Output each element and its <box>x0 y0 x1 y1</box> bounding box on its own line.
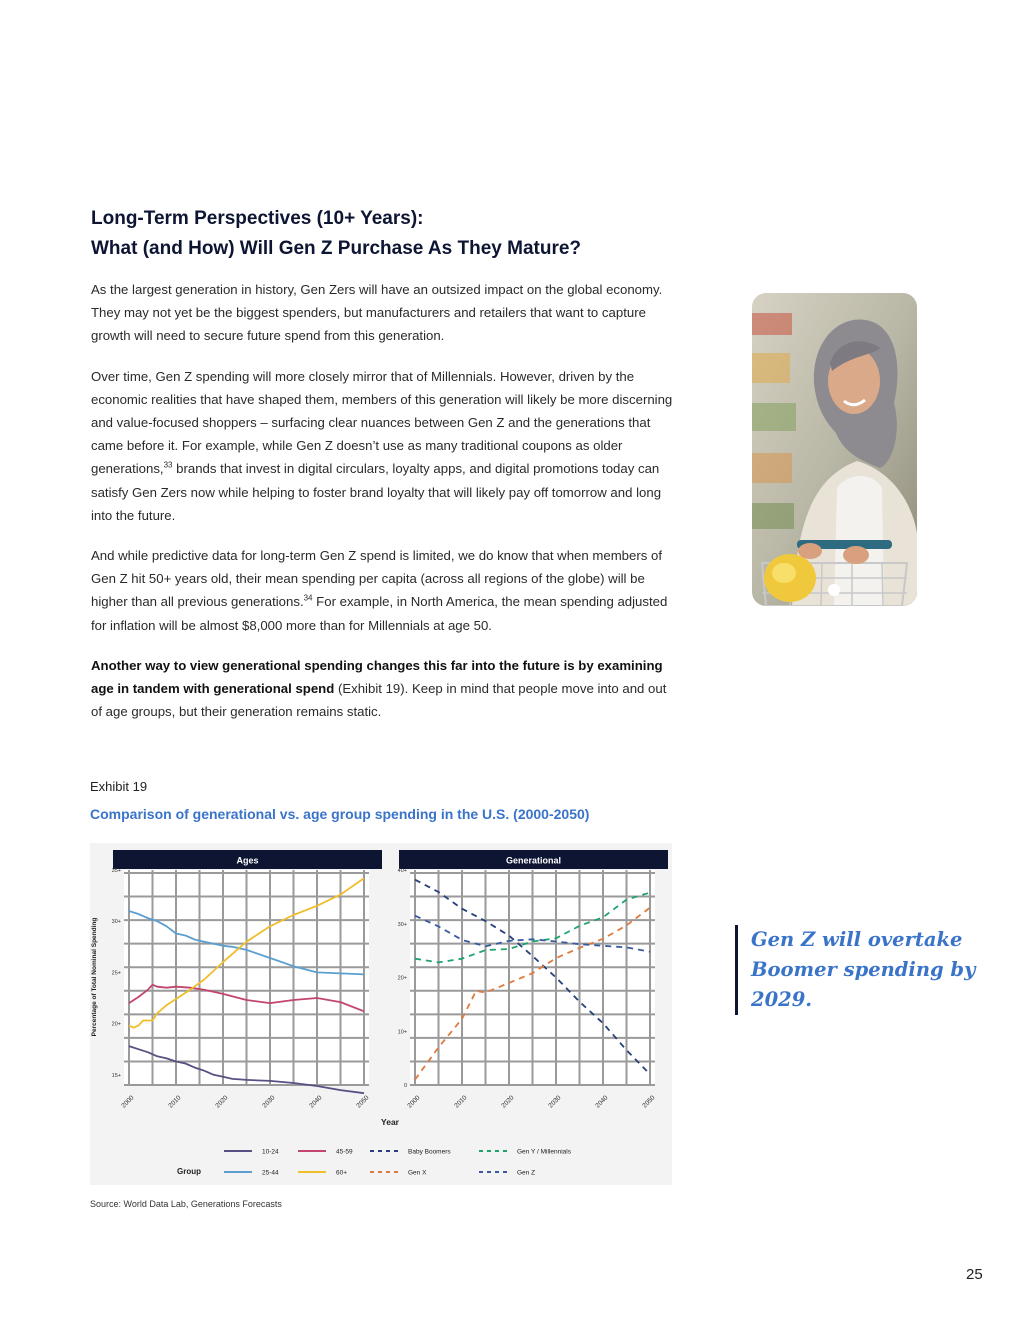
legend-label-45-59: 45-59 <box>336 1148 353 1156</box>
paragraph-1: As the largest generation in history, Gen Zers will have an outsized impact on the global economy. They may not yet be the biggest spenders, but manufacturers and retailers that want to capture growth will need to secure future spend from this generation. <box>91 282 663 344</box>
ages-y-tick: 30+ <box>111 919 121 926</box>
legend-label-baby-boomers: Baby Boomers <box>408 1148 451 1156</box>
legend-label-gen-y-millennials: Gen Y / Millennials <box>517 1148 571 1156</box>
paragraph-2-part-a: Over time, Gen Z spending will more closely mirror that of Millennials. However, driven by the economic realities that have shaped them, members of this generation will likely be more discerning and value-focused shoppers – surfacing clear nuances between Gen Z and the generations that came before it. For example, while Gen Z doesn’t use as many traditional coupons as older generations, <box>91 368 673 477</box>
article-body <box>91 278 673 740</box>
generational-x-tick: 2020 <box>500 1094 516 1110</box>
exhibit-label: Exhibit 19 <box>90 779 148 794</box>
generational-y-tick: 20+ <box>397 975 407 982</box>
generational-panel-title: Generational <box>505 855 562 866</box>
ages-x-tick: 2000 <box>120 1094 136 1110</box>
x-axis-label: Year <box>381 1117 399 1127</box>
paragraph-4-bold: Another way to view generational spending changes this far into the future is by examining age in tandem with generational spend <box>91 657 663 697</box>
legend-label-gen-x: Gen X <box>408 1169 427 1177</box>
legend-label-60-: 60+ <box>336 1169 348 1177</box>
section-heading <box>91 204 711 264</box>
legend-label-25-44: 25-44 <box>262 1169 279 1177</box>
generational-x-tick: 2010 <box>453 1094 469 1110</box>
legend-group-label: Group <box>177 1167 201 1176</box>
generational-y-tick: 40+ <box>397 868 407 874</box>
ages-x-tick: 2040 <box>308 1094 324 1110</box>
generational-y-tick: 30+ <box>397 921 407 928</box>
pull-quote: Gen Z will overtake Boomer spending by 2029. <box>735 925 981 1015</box>
ages-y-axis-label: Percentage of Total Nominal Spending <box>91 917 98 1037</box>
generational-x-tick: 2040 <box>594 1094 610 1110</box>
paragraph-3-part-b: For example, in North America, the mean spending adjusted for inflation will be almost $8,000 more than for Millennials at age 50. <box>91 594 668 633</box>
ages-y-tick: 25+ <box>111 970 121 977</box>
heading-line-2: What (and How) Will Gen Z Purchase As They Mature? <box>91 238 582 259</box>
generational-x-tick: 2030 <box>547 1094 563 1110</box>
page-number: 25 <box>966 1266 983 1283</box>
ages-x-tick: 2020 <box>214 1094 230 1110</box>
paragraph-4 <box>91 654 673 724</box>
paragraph-2 <box>91 365 673 527</box>
generational-x-tick: 2000 <box>406 1094 422 1110</box>
generational-y-tick: 0 <box>403 1083 407 1089</box>
ages-x-tick: 2010 <box>167 1094 183 1110</box>
legend-label-gen-z: Gen Z <box>517 1169 536 1177</box>
generational-y-tick: 10+ <box>397 1029 407 1036</box>
exhibit-title: Comparison of generational vs. age group spending in the U.S. (2000-2050) <box>90 806 590 822</box>
footnote-ref-33[interactable]: 33 <box>163 461 173 471</box>
legend-label-10-24: 10-24 <box>262 1148 279 1156</box>
footnote-ref-34[interactable]: 34 <box>303 594 313 604</box>
ages-x-tick: 2030 <box>261 1094 277 1110</box>
paragraph-2-part-b: brands that invest in digital circulars, loyalty apps, and digital promotions today can satisfy Gen Zers now while helping to foster brand loyalty that will likely pay off tomorrow and long into the future. <box>91 461 662 523</box>
exhibit-chart <box>90 843 672 1185</box>
ages-x-tick: 2050 <box>355 1094 371 1110</box>
ages-y-tick: 20+ <box>111 1021 121 1028</box>
generational-x-tick: 2050 <box>641 1094 657 1110</box>
ages-y-tick: 15+ <box>111 1072 121 1079</box>
paragraph-3 <box>91 544 673 637</box>
ages-panel-title: Ages <box>236 855 259 866</box>
paragraph-4-rest: (Exhibit 19). Keep in mind that people move into and out of age groups, but their generation remains static. <box>91 681 667 720</box>
heading-line-1: Long-Term Perspectives (10+ Years): <box>91 208 424 229</box>
ages-y-tick: 35+ <box>111 868 121 874</box>
paragraph-3-part-a: And while predictive data for long-term Gen Z spend is limited, we do know that when members of Gen Z hit 50+ years old, their mean spending per capita (across all regions of the globe) will be higher than all previous generations. <box>91 548 662 610</box>
exhibit-chart-svg <box>90 843 672 1185</box>
source-note: Source: World Data Lab, Generations Forecasts <box>90 1199 282 1209</box>
shopper-illustration <box>752 293 917 606</box>
shopper-photo <box>752 293 917 606</box>
